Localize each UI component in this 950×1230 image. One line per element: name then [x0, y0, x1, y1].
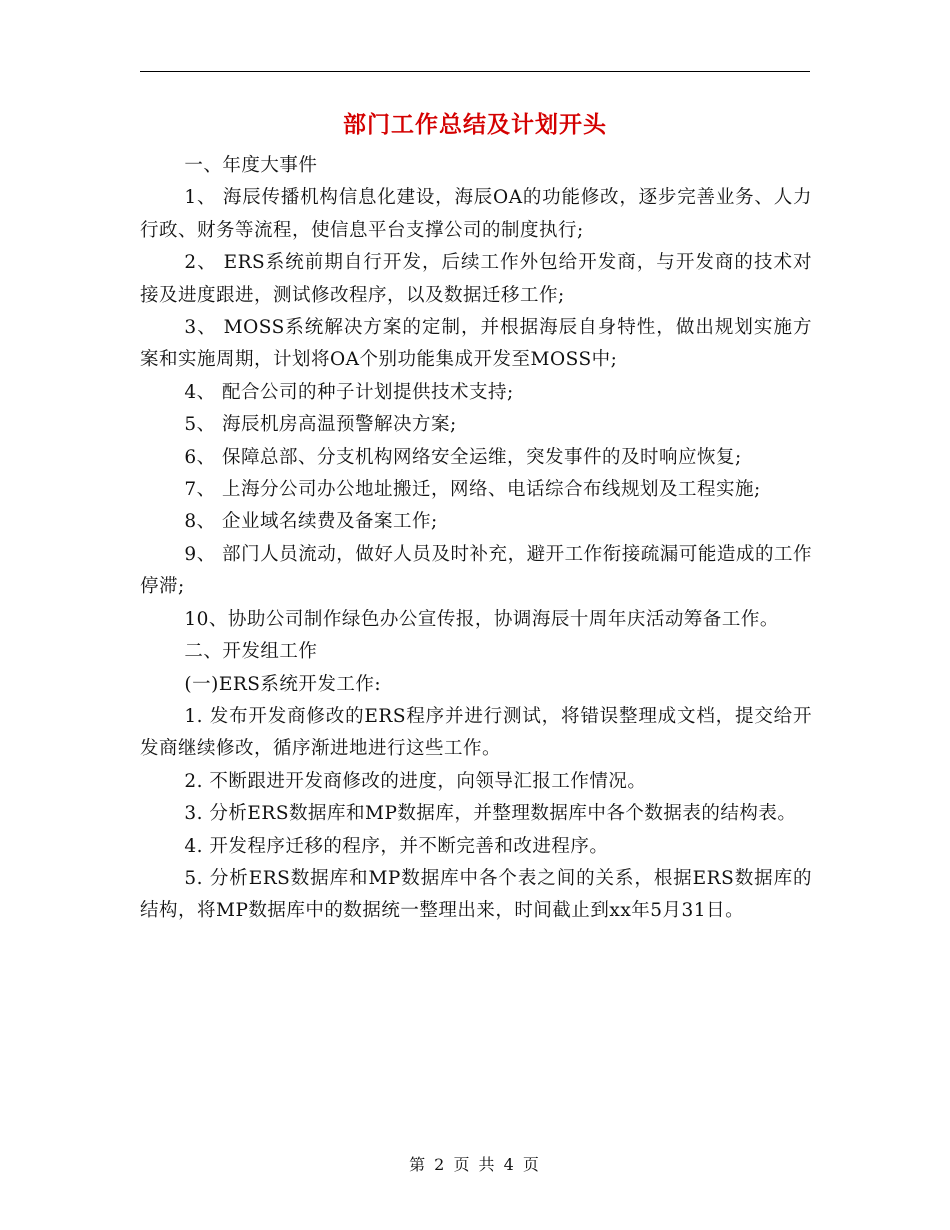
paragraph: 5、 海辰机房高温预警解决方案; [184, 414, 457, 436]
subsection-heading: (一)ERS系统开发工作: [184, 673, 382, 695]
section-heading: 二、开发组工作 [184, 641, 318, 663]
paragraph: 8、 企业域名续费及备案工作; [184, 511, 438, 533]
paragraph: 9、 部门人员流动，做好人员及时补充，避开工作衔接疏漏可能造成的工作停滞; [140, 543, 812, 598]
paragraph: 2、 ERS系统前期自行开发，后续工作外包给开发商，与开发商的技术对接及进度跟进，测试修改程序，以及数据迁移工作; [140, 252, 812, 306]
paragraph: 4. 开发程序迁移的程序，并不断完善和改进程序。 [184, 835, 609, 857]
paragraph: 2. 不断跟进开发商修改的进度，向领导汇报工作情况。 [184, 770, 647, 792]
paragraph: 10、协助公司制作绿色办公宣传报，协调海辰十周年庆活动筹备工作。 [184, 608, 779, 630]
page-number: 第 2 页 共 4 页 [409, 1155, 541, 1174]
paragraph: 4、 配合公司的种子计划提供技术支持; [184, 381, 514, 403]
paragraph: 1. 发布开发商修改的ERS程序并进行测试，将错误整理成文档，提交给开发商继续修改，循序渐进地进行这些工作。 [140, 705, 812, 760]
paragraph: 3. 分析ERS数据库和MP数据库，并整理数据库中各个数据表的结构表。 [184, 803, 797, 825]
header-rule [140, 71, 810, 72]
section-heading: 一、年度大事件 [184, 155, 318, 176]
paragraph: 3、 MOSS系统解决方案的定制，并根据海辰自身特性，做出规划实施方案和实施周期，计划将OA个别功能集成开发至MOSS中; [140, 317, 812, 371]
paragraph: 1、 海辰传播机构信息化建设，海辰OA的功能修改，逐步完善业务、人力行政、财务等流程，使信息平台支撑公司的制度执行; [140, 187, 812, 241]
paragraph: 7、 上海分公司办公地址搬迁，网络、电话综合布线规划及工程实施; [184, 479, 761, 501]
document-title: 部门工作总结及计划开头 [343, 112, 607, 138]
paragraph: 6、 保障总部、分支机构网络安全运维，突发事件的及时响应恢复; [184, 446, 742, 468]
document-body [140, 150, 812, 928]
paragraph: 5. 分析ERS数据库和MP数据库中各个表之间的关系，根据ERS数据库的结构，将MP数据库中的数据统一整理出来，时间截止到xx年5月31日。 [140, 867, 812, 922]
